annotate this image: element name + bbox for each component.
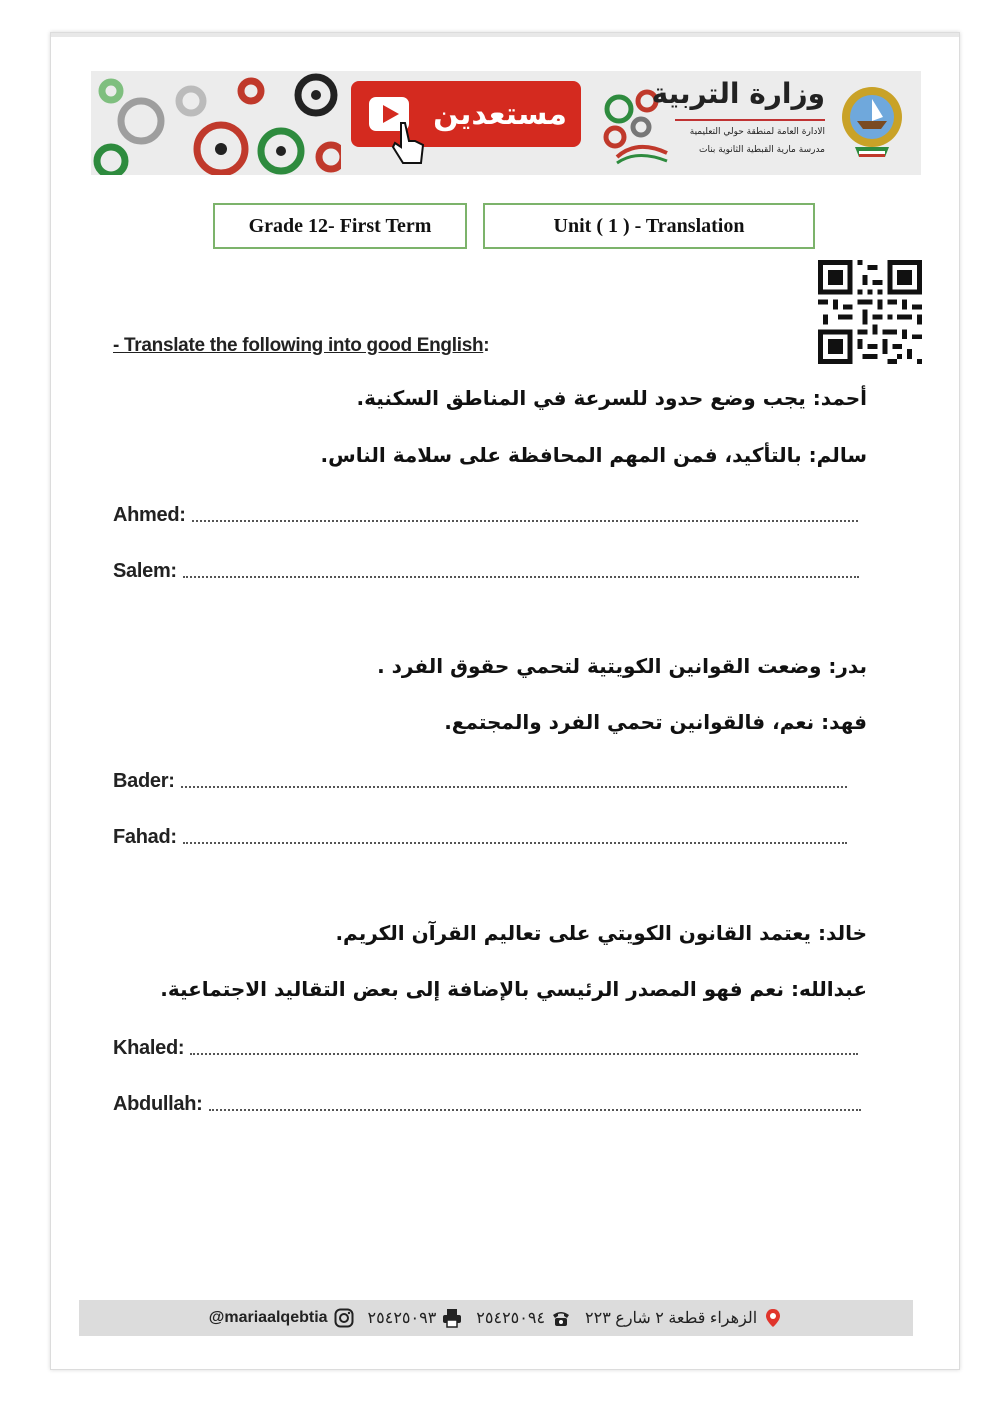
youtube-channel-button[interactable] [351, 81, 581, 147]
worksheet-page [50, 32, 960, 1370]
arabic-line-5: خالد: يعتمد القانون الكويتي على تعاليم القرآن الكريم. [335, 921, 867, 945]
hand-cursor-icon [389, 119, 429, 169]
arabic-line-4: فهد: نعم، فالقوانين تحمي الفرد والمجتمع. [444, 710, 867, 734]
district-line: الادارة العامة لمنطقة حولي التعليمية [689, 127, 825, 137]
instagram-handle: @mariaalqebtia [208, 1309, 328, 1326]
telephone-icon [551, 1308, 571, 1328]
answer-line-salem[interactable]: Salem: [113, 560, 859, 583]
school-identity [591, 71, 921, 175]
channel-label: مستعدين [433, 96, 567, 132]
arabic-line-3: بدر: وضعت القوانين الكويتية لتحمي حقوق الفرد . [377, 654, 867, 678]
answer-line-bader[interactable]: Bader: [113, 770, 847, 793]
school-name: مدرسة مارية القبطية الثانوية بنات [699, 145, 825, 155]
instruction-text: Translate the following into good English [124, 335, 484, 356]
answer-line-abdullah[interactable]: Abdullah: [113, 1093, 861, 1116]
phone-contact [476, 1308, 571, 1328]
qr-code-icon[interactable] [818, 260, 922, 364]
fax-number: ٢٥٤٢٥٠٩٣ [367, 1310, 437, 1327]
kuwait-emblem-icon [835, 77, 909, 167]
phone-number: ٢٥٤٢٥٠٩٤ [476, 1310, 546, 1327]
ministry-title: وزارة التربية [651, 77, 825, 110]
instruction-heading: - Translate the following into good English: [113, 335, 490, 356]
instagram-icon [334, 1308, 354, 1328]
arabic-line-1: أحمد: يجب وضع حدود للسرعة في المناطق السكنية. [356, 386, 867, 410]
answer-line-ahmed[interactable]: Ahmed: [113, 504, 858, 527]
gears-decoration-icon [91, 71, 341, 175]
contact-footer [79, 1300, 913, 1336]
answer-line-khaled[interactable]: Khaled: [113, 1037, 858, 1060]
answer-line-fahad[interactable]: Fahad: [113, 826, 847, 849]
grade-title: Grade 12- First Term [213, 203, 467, 249]
fax-contact [368, 1308, 463, 1328]
address-text: الزهراء قطعة ٢ شارع ٢٢٣ [585, 1310, 758, 1327]
ministry-divider [675, 119, 825, 121]
arabic-line-6: عبدالله: نعم فهو المصدر الرئيسي بالإضافة إلى بعض التقاليد الاجتماعية. [160, 977, 867, 1001]
address-contact [585, 1308, 783, 1328]
fax-printer-icon [442, 1308, 462, 1328]
header-banner [91, 71, 921, 175]
instagram-contact[interactable] [209, 1308, 354, 1328]
unit-title: Unit ( 1 ) - Translation [483, 203, 815, 249]
arabic-line-2: سالم: بالتأكيد، فمن المهم المحافظة على سلامة الناس. [320, 443, 867, 467]
top-strip [51, 33, 959, 37]
location-pin-icon [763, 1308, 783, 1328]
